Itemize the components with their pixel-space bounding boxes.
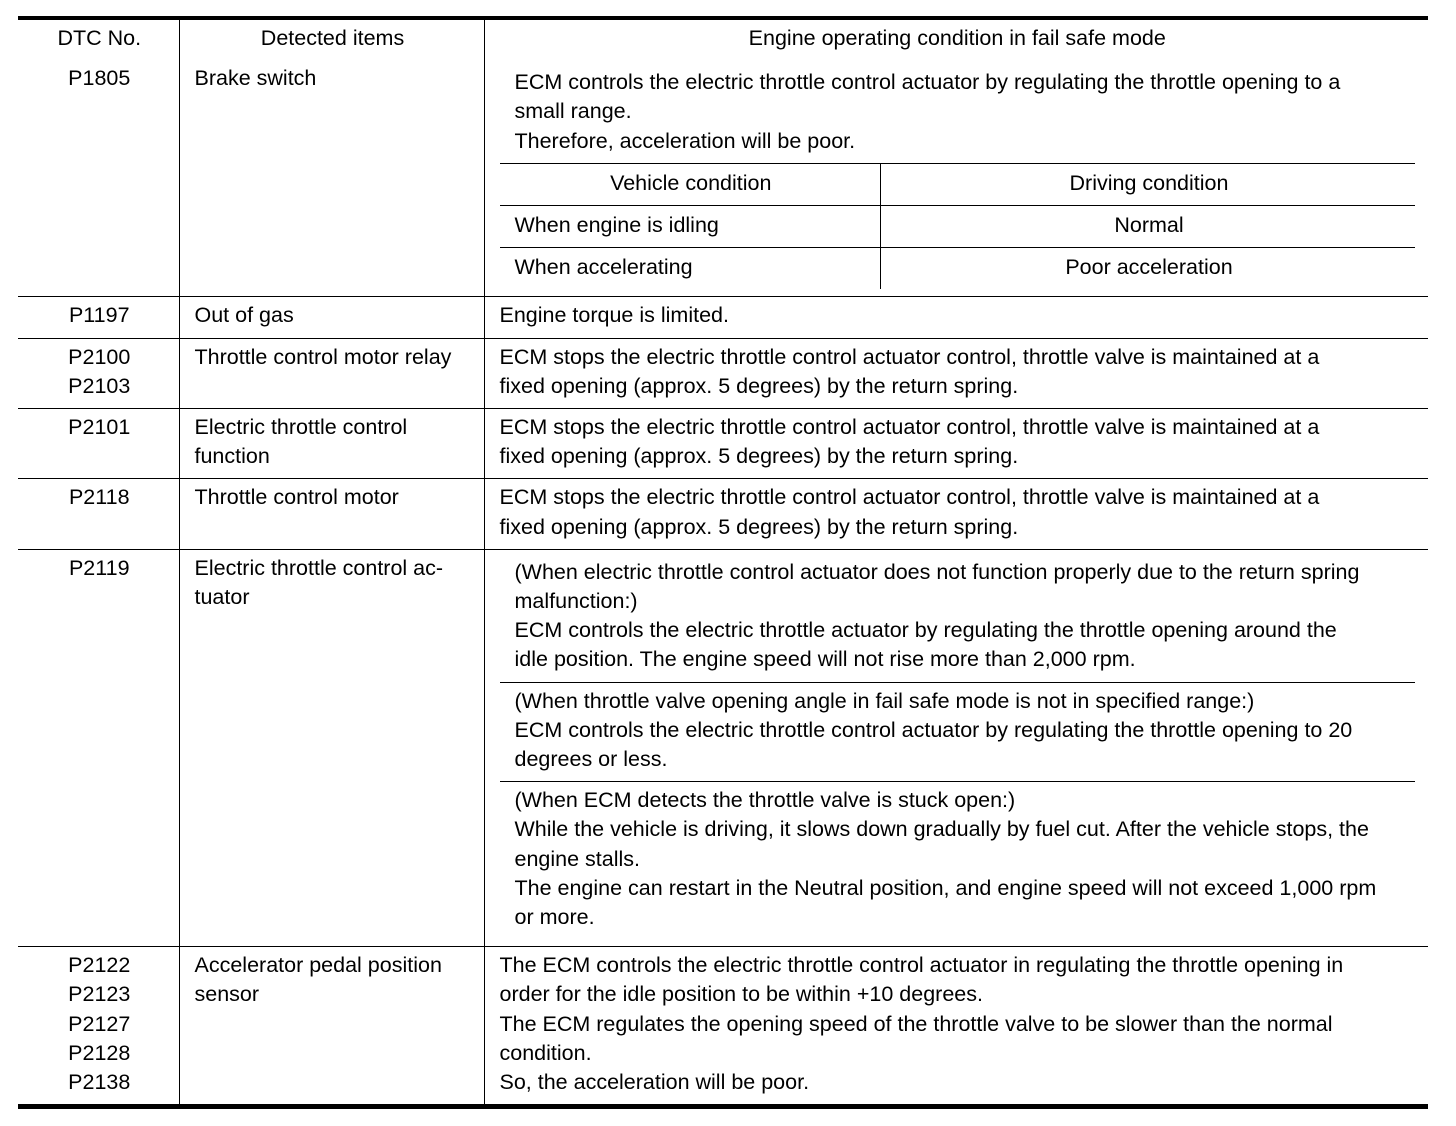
detected-item-line: Electric throttle control [194, 415, 408, 440]
condition-line: ECM stops the electric throttle control actuator control, throttle valve is maintained at a [499, 344, 1320, 369]
condition-line: order for the idle position to be within +10 degrees. [499, 982, 983, 1007]
condition-line: ECM stops the electric throttle control actuator control, throttle valve is maintained at a [499, 415, 1320, 440]
detected-item-line: function [194, 444, 270, 469]
detected-item-line: tuator [194, 585, 250, 610]
table-row [18, 549, 1428, 946]
detected-item-cell [179, 409, 484, 479]
dtc-code: P1805 [68, 66, 131, 91]
condition-line: ECM stops the electric throttle control actuator control, throttle valve is maintained at a [499, 485, 1320, 510]
condition-line: fixed opening (approx. 5 degrees) by the return spring. [499, 514, 1019, 539]
condition-line: or more. [514, 905, 595, 930]
condition-line: ECM controls the electric throttle control actuator by regulating the throttle opening to a [514, 70, 1341, 95]
condition-cell [484, 549, 1428, 946]
dtc-cell [18, 297, 179, 338]
dtc-code: P2119 [68, 555, 130, 580]
condition-line: malfunction:) [514, 589, 638, 614]
condition-line: The ECM regulates the opening speed of the throttle valve to be slower than the normal [499, 1011, 1333, 1036]
table-row [18, 947, 1428, 1105]
dtc-cell [18, 338, 179, 408]
table-row [18, 338, 1428, 408]
dtc-code: P2138 [68, 1070, 131, 1095]
subtable-header-vehicle-condition: Vehicle condition [500, 164, 881, 206]
condition-line: Engine torque is limited. [499, 303, 729, 328]
table-row [18, 297, 1428, 338]
dtc-code: P2122 [68, 953, 131, 978]
detected-item: Throttle control motor relay [194, 344, 452, 369]
detected-item: Out of gas [194, 303, 294, 328]
detected-item-line: Accelerator pedal position [194, 953, 442, 978]
detected-item-cell [179, 297, 484, 338]
header-row [18, 20, 1428, 60]
dtc-code: P2101 [68, 415, 131, 440]
condition-cell [484, 338, 1428, 408]
condition-line: fixed opening (approx. 5 degrees) by the return spring. [499, 373, 1019, 398]
header-detected-items: Detected items [179, 20, 484, 60]
detected-item-cell [179, 549, 484, 946]
condition-case-block [500, 554, 1416, 683]
detected-item-cell [179, 479, 484, 549]
dtc-cell [18, 549, 179, 946]
condition-case-block [500, 782, 1416, 939]
detected-item-line: Electric throttle control ac- [194, 555, 444, 580]
condition-line: engine stalls. [514, 846, 640, 871]
condition-line: fixed opening (approx. 5 degrees) by the return spring. [499, 444, 1019, 469]
condition-line: (When electric throttle control actuator does not function properly due to the return spring [514, 559, 1360, 584]
condition-line: ECM controls the electric throttle control actuator by regulating the throttle opening to 20 [514, 717, 1353, 742]
condition-line: degrees or less. [514, 747, 668, 772]
condition-cell [484, 479, 1428, 549]
subtable-header-row [500, 164, 1416, 206]
table-row [18, 479, 1428, 549]
condition-cell [484, 60, 1428, 297]
fail-safe-table [18, 20, 1428, 1104]
condition-cell [484, 947, 1428, 1105]
dtc-cell [18, 60, 179, 297]
condition-line: So, the acceleration will be poor. [499, 1070, 810, 1095]
condition-line: (When ECM detects the throttle valve is stuck open:) [514, 788, 1016, 813]
condition-line: condition. [499, 1040, 592, 1065]
detected-item: Brake switch [194, 66, 317, 91]
condition-cell [484, 297, 1428, 338]
table-row [18, 60, 1428, 297]
fail-safe-table-frame [18, 16, 1428, 1109]
condition-line: (When throttle valve opening angle in fail safe mode is not in specified range:) [514, 688, 1255, 713]
condition-cell [484, 409, 1428, 479]
header-dtc-no: DTC No. [57, 26, 142, 50]
detected-item-line: sensor [194, 982, 260, 1007]
condition-line: small range. [514, 99, 632, 124]
dtc-code: P2123 [68, 982, 131, 1007]
bottom-rule [18, 1104, 1428, 1109]
subtable-row [500, 248, 1416, 290]
condition-text-block [500, 64, 1416, 164]
dtc-code: P2127 [68, 1011, 131, 1036]
detected-item-cell [179, 947, 484, 1105]
subtable-driving-condition: Poor acceleration [881, 248, 1416, 290]
condition-line: The engine can restart in the Neutral position, and engine speed will not exceed 1,000 rpm [514, 875, 1377, 900]
dtc-code: P2100 [68, 344, 131, 369]
detected-item-cell [179, 338, 484, 408]
detected-item: Throttle control motor [194, 485, 399, 510]
condition-line: While the vehicle is driving, it slows down gradually by fuel cut. After the vehicle stops, the [514, 817, 1369, 842]
dtc-cell [18, 409, 179, 479]
subtable-vehicle-condition: When accelerating [514, 255, 693, 280]
dtc-code: P2118 [68, 485, 130, 510]
vehicle-condition-subtable [500, 164, 1416, 290]
detected-item-cell [179, 60, 484, 297]
condition-line: idle position. The engine speed will not rise more than 2,000 rpm. [514, 647, 1136, 672]
condition-line: Therefore, acceleration will be poor. [514, 128, 856, 153]
condition-line: The ECM controls the electric throttle control actuator in regulating the throttle opening in [499, 953, 1344, 978]
subtable-vehicle-condition: When engine is idling [500, 206, 881, 248]
dtc-code: P2128 [68, 1040, 131, 1065]
condition-case-block [500, 683, 1416, 783]
condition-line: ECM controls the electric throttle actuator by regulating the throttle opening around the [514, 618, 1337, 643]
dtc-code: P2103 [68, 373, 131, 398]
dtc-cell [18, 947, 179, 1105]
dtc-cell [18, 479, 179, 549]
header-engine-condition: Engine operating condition in fail safe mode [484, 20, 1428, 60]
table-row [18, 409, 1428, 479]
dtc-code: P1197 [68, 303, 130, 328]
subtable-header-driving-condition: Driving condition [881, 164, 1416, 206]
subtable-driving-condition: Normal [881, 206, 1416, 248]
subtable-row [500, 206, 1416, 248]
